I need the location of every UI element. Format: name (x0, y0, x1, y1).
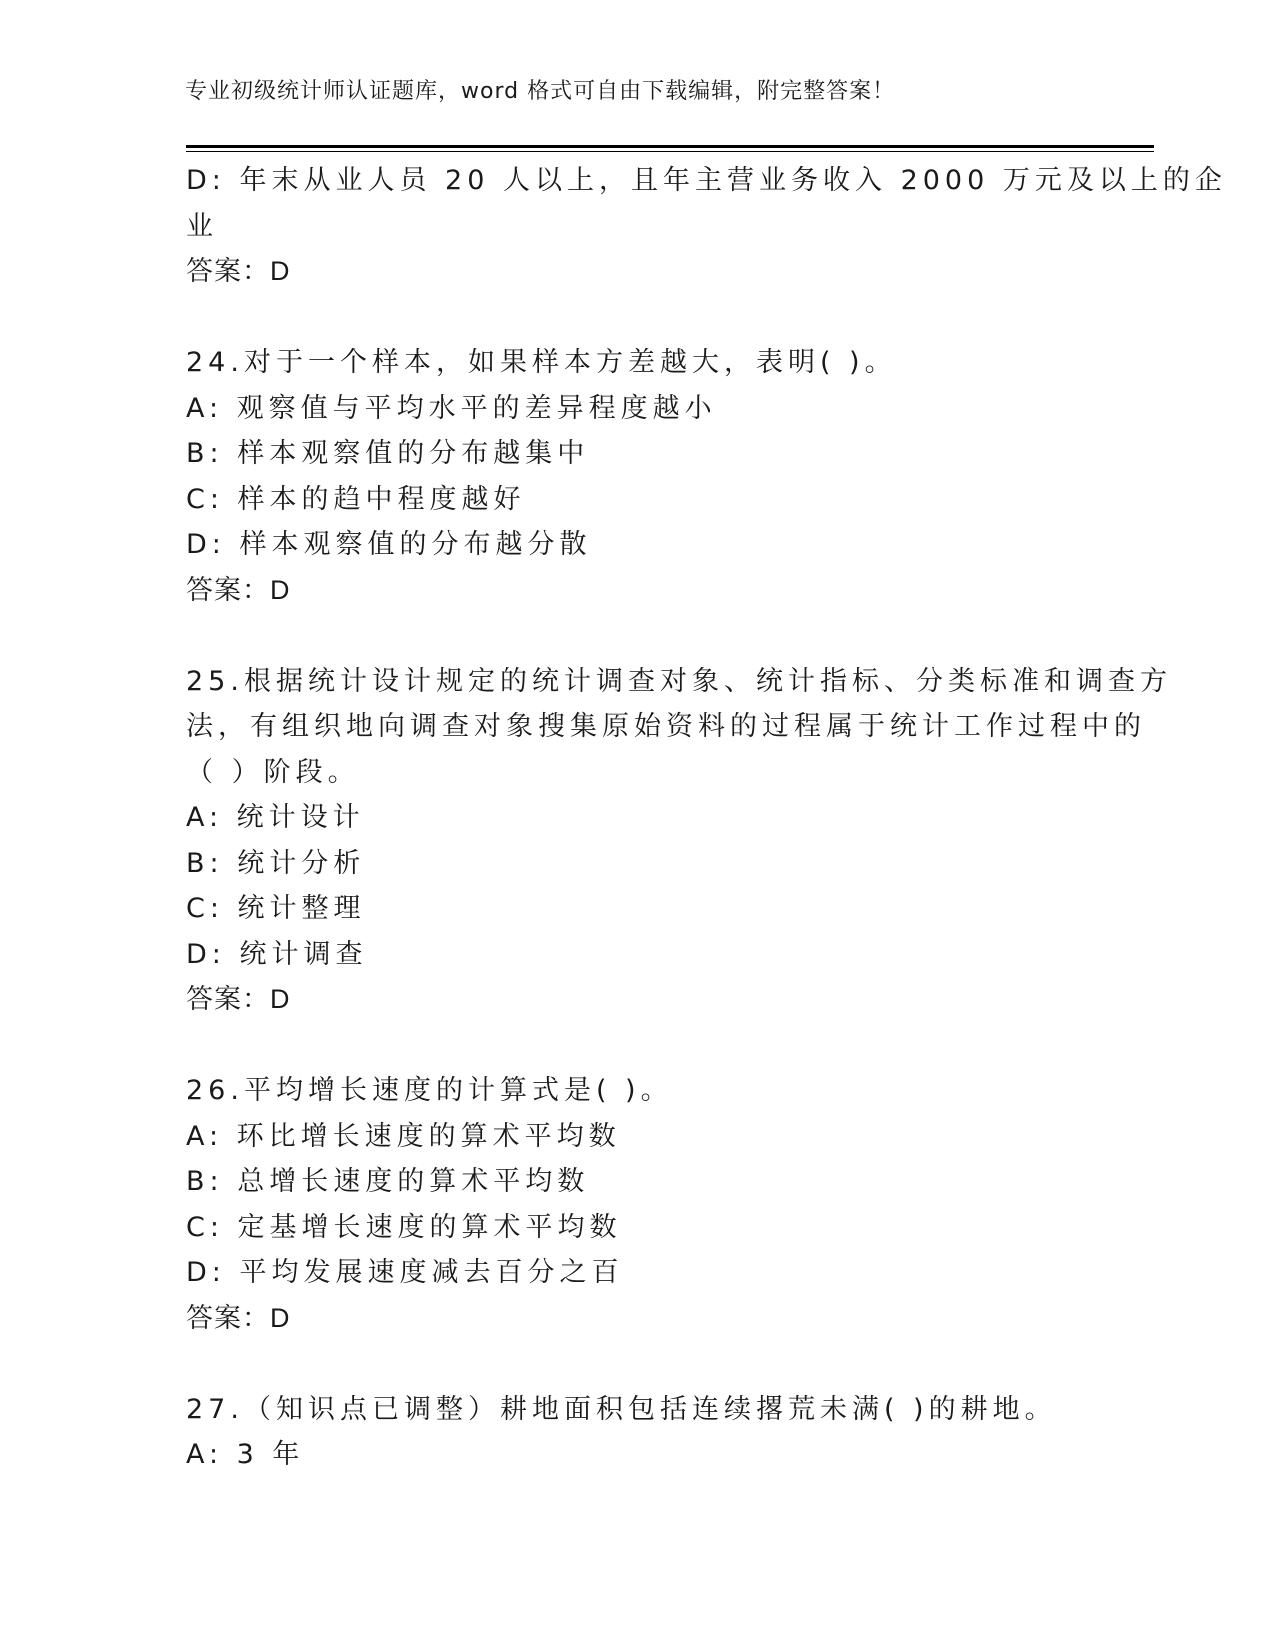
header-rule-thin (186, 151, 1154, 152)
question-stem: 25.根据统计设计规定的统计调查对象、统计指标、分类标准和调查方 (186, 665, 1172, 697)
option-d: D: 样本观察值的分布越分散 (186, 529, 592, 560)
question-24 (186, 340, 1086, 613)
option-a: A: 统计设计 (186, 802, 365, 833)
question-content (186, 158, 1227, 1478)
option-a: A: 观察值与平均水平的差异程度越小 (186, 392, 717, 424)
option-b: B: 样本观察值的分布越集中 (186, 438, 590, 469)
header-rule-thick (186, 145, 1154, 148)
question-stem-continued: 法，有组织地向调查对象搜集原始资料的过程属于统计工作过程中的 (186, 711, 1146, 742)
page-header: 专业初级统计师认证题库，word 格式可自由下载编辑，附完整答案！ (185, 79, 896, 104)
question-stem-continued: （ ）阶段。 (186, 756, 360, 788)
question-stem: 27.（知识点已调整）耕地面积包括连续撂荒未满( )的耕地。 (186, 1393, 1057, 1425)
answer: 答案：D (186, 1302, 291, 1333)
question-26 (186, 1068, 1086, 1341)
option-d: D: 统计调查 (186, 938, 368, 970)
option-c: C: 样本的趋中程度越好 (186, 483, 526, 515)
question-stem: 26.平均增长速度的计算式是( )。 (186, 1075, 673, 1106)
option-c: C: 统计整理 (186, 893, 366, 924)
option-a: A: 环比增长速度的算术平均数 (186, 1120, 621, 1152)
prev-question-tail (186, 158, 1227, 295)
option-d: D: 年末从业人员 20 人以上，且年主营业务收入 2000 万元及以上的企 (186, 165, 1227, 196)
spacer (186, 613, 1086, 659)
option-b: B: 总增长速度的算术平均数 (186, 1166, 590, 1197)
option-a: A: 3 年 (186, 1439, 305, 1470)
spacer (186, 1341, 1086, 1387)
question-27 (186, 1387, 1086, 1478)
question-25 (186, 659, 1172, 1023)
spacer (186, 1023, 1086, 1069)
option-d-continued: 业 (186, 210, 218, 242)
answer: 答案：D (186, 984, 291, 1014)
answer: 答案：D (186, 256, 291, 286)
answer: 答案：D (186, 574, 291, 605)
spacer (186, 295, 1086, 341)
question-stem: 24.对于一个样本，如果样本方差越大，表明( )。 (186, 347, 897, 378)
option-c: C: 定基增长速度的算术平均数 (186, 1211, 622, 1243)
option-d: D: 平均发展速度减去百分之百 (186, 1257, 624, 1288)
option-b: B: 统计分析 (186, 847, 366, 879)
